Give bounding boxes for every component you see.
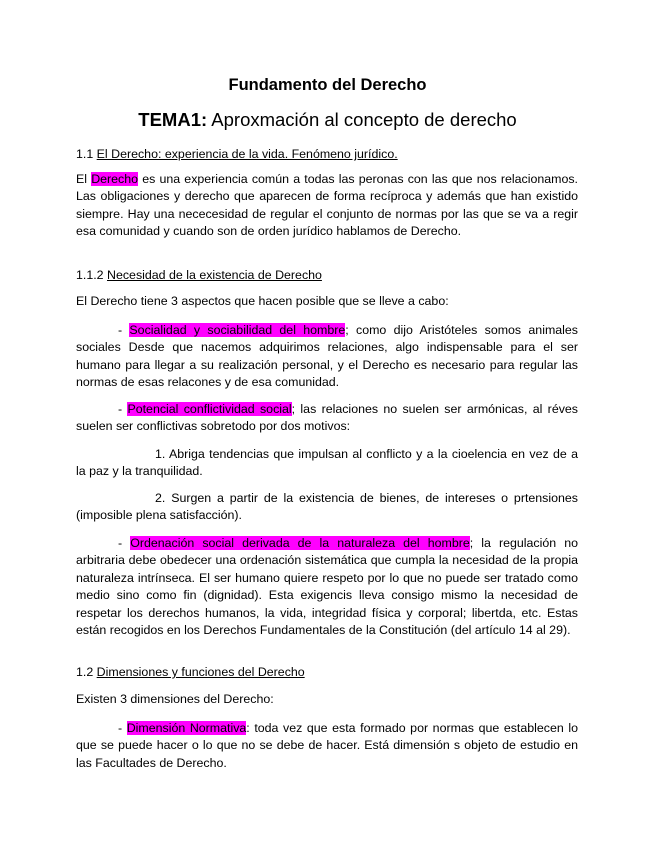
aspect-ordenacion [76,535,578,639]
highlighted-term: Derecho [91,172,139,186]
dimension-normativa [76,720,578,772]
paragraph-text: El [76,172,92,186]
highlighted-term: Potencial conflictividad social [127,402,292,416]
bullet-dash: - [118,323,130,337]
paragraph-text: es una experiencia común a todas las peronas con las que nos relacionamos. Las obligaciones y derecho que aparecen de forma recíproca y además que han existido siempre. Hay una nececesidad de regular el conjunto de normas por las que se va a regir esa comunidad y cuando son de orden jurídico hablamos de Derecho. [76,172,578,239]
subtitle-text: Aproxmación al concepto de derecho [207,109,517,130]
section-heading-1-2 [76,664,578,681]
paragraph-text: ; las relaciones no suelen ser armónicas, al réves suelen ser conflictivas sobretodo por dos motivos: [76,402,578,434]
bullet-dash: - [118,721,127,735]
section-number: 1.1 [76,147,97,161]
paragraph-text: ; como dijo Aristóteles somos animales sociales Desde que nacemos adquirimos relaciones, algo indispensable para el ser humano para llegar a su realización personal, y el Derecho es necesario para regular las normas de esas relacones y de esa comunidad. [76,323,578,390]
section-heading-1-1 [76,146,578,163]
section-heading-1-1-2 [76,267,578,284]
bullet-dash: - [118,402,128,416]
paragraph-1 [76,171,578,241]
section-title: Necesidad de la existencia de Derecho [107,268,322,282]
paragraph-text: : toda vez que esta formado por normas que establecen lo que se puede hacer o lo que no se debe de hacer. Está dimensión s objeto de estudio en las Facultades de Derecho. [76,721,578,770]
subtitle-label: TEMA1: [138,109,208,130]
paragraph-2: El Derecho tiene 3 aspectos que hacen posible que se lleve a cabo: [76,294,449,308]
document-subtitle [0,109,655,131]
section-number: 1.1.2 [76,268,108,282]
paragraph-3: Existen 3 dimensiones del Derecho: [76,692,274,706]
highlighted-term: Socialidad y sociabilidad del hombre [129,323,346,337]
section-title: Dimensiones y funciones del Derecho [96,665,305,679]
aspect-conflictividad [76,401,578,436]
paragraph-text: ; la regulación no arbitraria debe obedecer una ordenación sistemática que cumpla la necesidad de la propia naturaleza intrínseca. El ser humano quiere respeto por lo que no puede ser tratado como medio sino como fin (dignidad). Esta exigencis lleva consigo mismo la necesidad de respetar los derechos humanos, la vida, integridad física y corporal; libertda, etc. Estas están recogidos en los Derechos Fundamentales de la Constitución (del artículo 14 al 29). [76,536,579,638]
motive-2: 2. Surgen a partir de la existencia de bienes, de intereses o prtensiones (imposible plena satisfacción). [76,491,578,523]
section-title: El Derecho: experiencia de la vida. Fenómeno jurídico. [96,147,398,161]
bullet-dash: - [118,536,131,550]
document-title: Fundamento del Derecho [228,76,427,94]
highlighted-term: Ordenación social derivada de la naturaleza del hombre [130,536,470,550]
section-number: 1.2 [76,665,97,679]
motive-1: 1. Abriga tendencias que impulsan al conflicto y a la cioelencia en vez de a la paz y la tranquilidad. [76,447,578,479]
highlighted-term: Dimensión Normativa [126,721,247,735]
aspect-socialidad [76,322,578,392]
